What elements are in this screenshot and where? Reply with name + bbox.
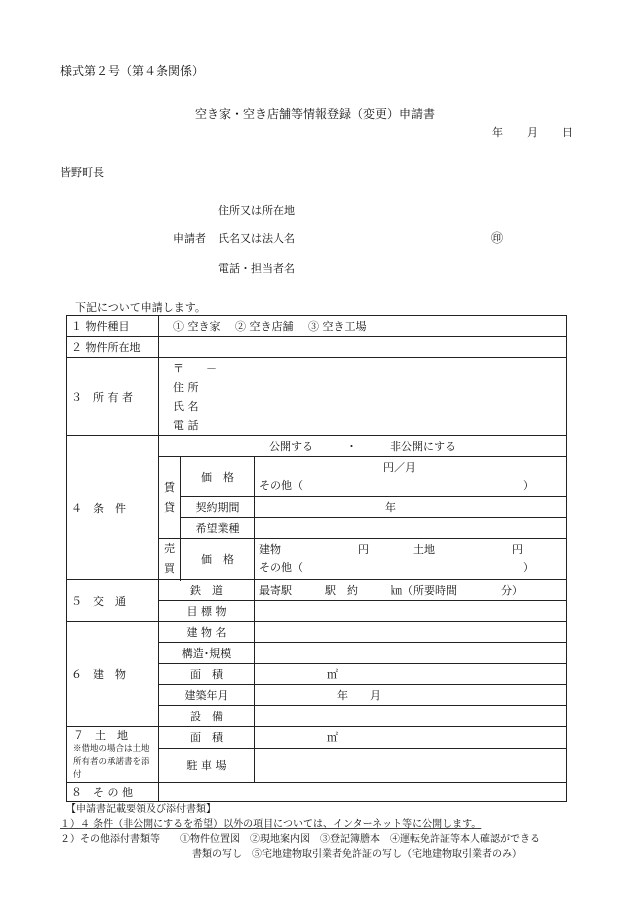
land-note: ※借地の場合は土地所有者の承諾書を添付 (73, 744, 150, 780)
traffic-label: ５ 交 通 (67, 580, 159, 622)
intro-text: 下記について申請します。 (75, 301, 206, 314)
other-field[interactable] (159, 783, 567, 802)
owner-field[interactable] (159, 358, 567, 436)
owner-name-label: 氏 名 (173, 399, 199, 413)
desired-business-label: 希望業種 (181, 518, 255, 539)
owner-postal: 〒 － (173, 361, 217, 375)
seal-mark: ㊞ (491, 231, 504, 245)
land-label: ７ 土 地 (73, 729, 128, 742)
structure-field[interactable] (255, 643, 567, 664)
applicant-address-label: 住所又は所在地 (218, 204, 295, 217)
sale-building-land: 建物 円 土地 円 (259, 543, 523, 556)
railway-field[interactable]: 最寄駅 駅 約 ㎞（所要時間 分） (255, 580, 567, 601)
note-2b: 書類の写し ⑤宅地建物取引業者免許証の写し（宅地建物取引業者のみ） (192, 849, 522, 860)
building-name-field[interactable] (255, 622, 567, 643)
property-location-field[interactable] (159, 337, 567, 358)
document-title: 空き家・空き店舗等情報登録（変更）申請書 (194, 107, 435, 121)
parking-field[interactable] (255, 748, 567, 782)
owner-phone-label: 電 話 (173, 418, 199, 432)
building-name-label: 建 物 名 (159, 622, 255, 643)
rent-label: 賃貸 (159, 457, 181, 539)
table-row (67, 358, 567, 436)
railway-label: 鉄 道 (159, 580, 255, 601)
other-label: ８ そ の 他 (67, 783, 159, 802)
public-choice[interactable]: 公開する ・ 非公開にする (159, 436, 567, 457)
property-type-options[interactable]: ① 空き家 ② 空き店舗 ③ 空き工場 (159, 316, 567, 337)
form-number: 様式第２号（第４条関係） (60, 64, 205, 78)
equipment-field[interactable] (255, 706, 567, 727)
building-label: ６ 建 物 (67, 622, 159, 727)
property-type-label: １ 物件種目 (67, 316, 159, 337)
contract-period-label: 契約期間 (181, 497, 255, 518)
applicant-label: 申請者 (173, 232, 206, 245)
desired-business-field[interactable] (255, 518, 567, 539)
table-row (67, 316, 567, 337)
applicant-phone-label: 電話・担当者名 (218, 262, 295, 275)
contract-period-field[interactable]: 年 (255, 497, 567, 518)
table-row (67, 727, 567, 749)
owner-label: ３ 所 有 者 (67, 358, 159, 436)
date-year-label: 年 (492, 126, 503, 139)
date-day-label: 日 (562, 126, 573, 139)
note-2a: ２）その他添付書類等 ①物件位置図 ②現地案内図 ③登記簿謄本 ④運転免許証等本人確認ができる (60, 834, 540, 845)
rent-other: その他（ ） (259, 478, 534, 492)
rent-yen-month: 円／月 (383, 460, 416, 474)
table-row (67, 337, 567, 358)
notes-heading: 【申請書記載要領及び添付書類】 (66, 804, 216, 815)
applicant-name-label: 氏名又は法人名 (218, 232, 295, 245)
landmark-label: 目 標 物 (159, 601, 255, 622)
table-row (67, 622, 567, 643)
built-date-label: 建築年月 (159, 685, 255, 706)
sale-price-field[interactable] (255, 539, 567, 580)
sale-label: 売買 (159, 539, 181, 580)
recipient: 皆野町長 (60, 166, 104, 179)
table-row (67, 436, 567, 457)
property-location-label: ２ 物件所在地 (67, 337, 159, 358)
sale-other: その他（ ） (259, 561, 534, 574)
building-area-field[interactable]: ㎡ (255, 664, 567, 685)
landmark-field[interactable] (255, 601, 567, 622)
land-area-label: 面 積 (159, 727, 255, 749)
sale-price-label: 価 格 (181, 539, 255, 580)
rent-price-field[interactable] (255, 457, 567, 497)
building-area-label: 面 積 (159, 664, 255, 685)
date-month-label: 月 (527, 126, 538, 139)
rent-price-label: 価 格 (181, 457, 255, 497)
land-label-cell (67, 727, 159, 783)
land-area-field[interactable]: ㎡ (255, 727, 567, 749)
parking-label: 駐 車 場 (159, 748, 255, 782)
application-table (66, 315, 567, 802)
table-row (67, 580, 567, 601)
structure-label: 構造･規模 (159, 643, 255, 664)
owner-address-label: 住 所 (173, 380, 199, 394)
equipment-label: 設 備 (159, 706, 255, 727)
built-date-field[interactable]: 年 月 (255, 685, 567, 706)
table-row (67, 783, 567, 802)
conditions-label: ４ 条 件 (67, 436, 159, 580)
note-1: １）４ 条件（非公開にするを希望）以外の項目については、インターネット等に公開します。 (60, 819, 482, 830)
